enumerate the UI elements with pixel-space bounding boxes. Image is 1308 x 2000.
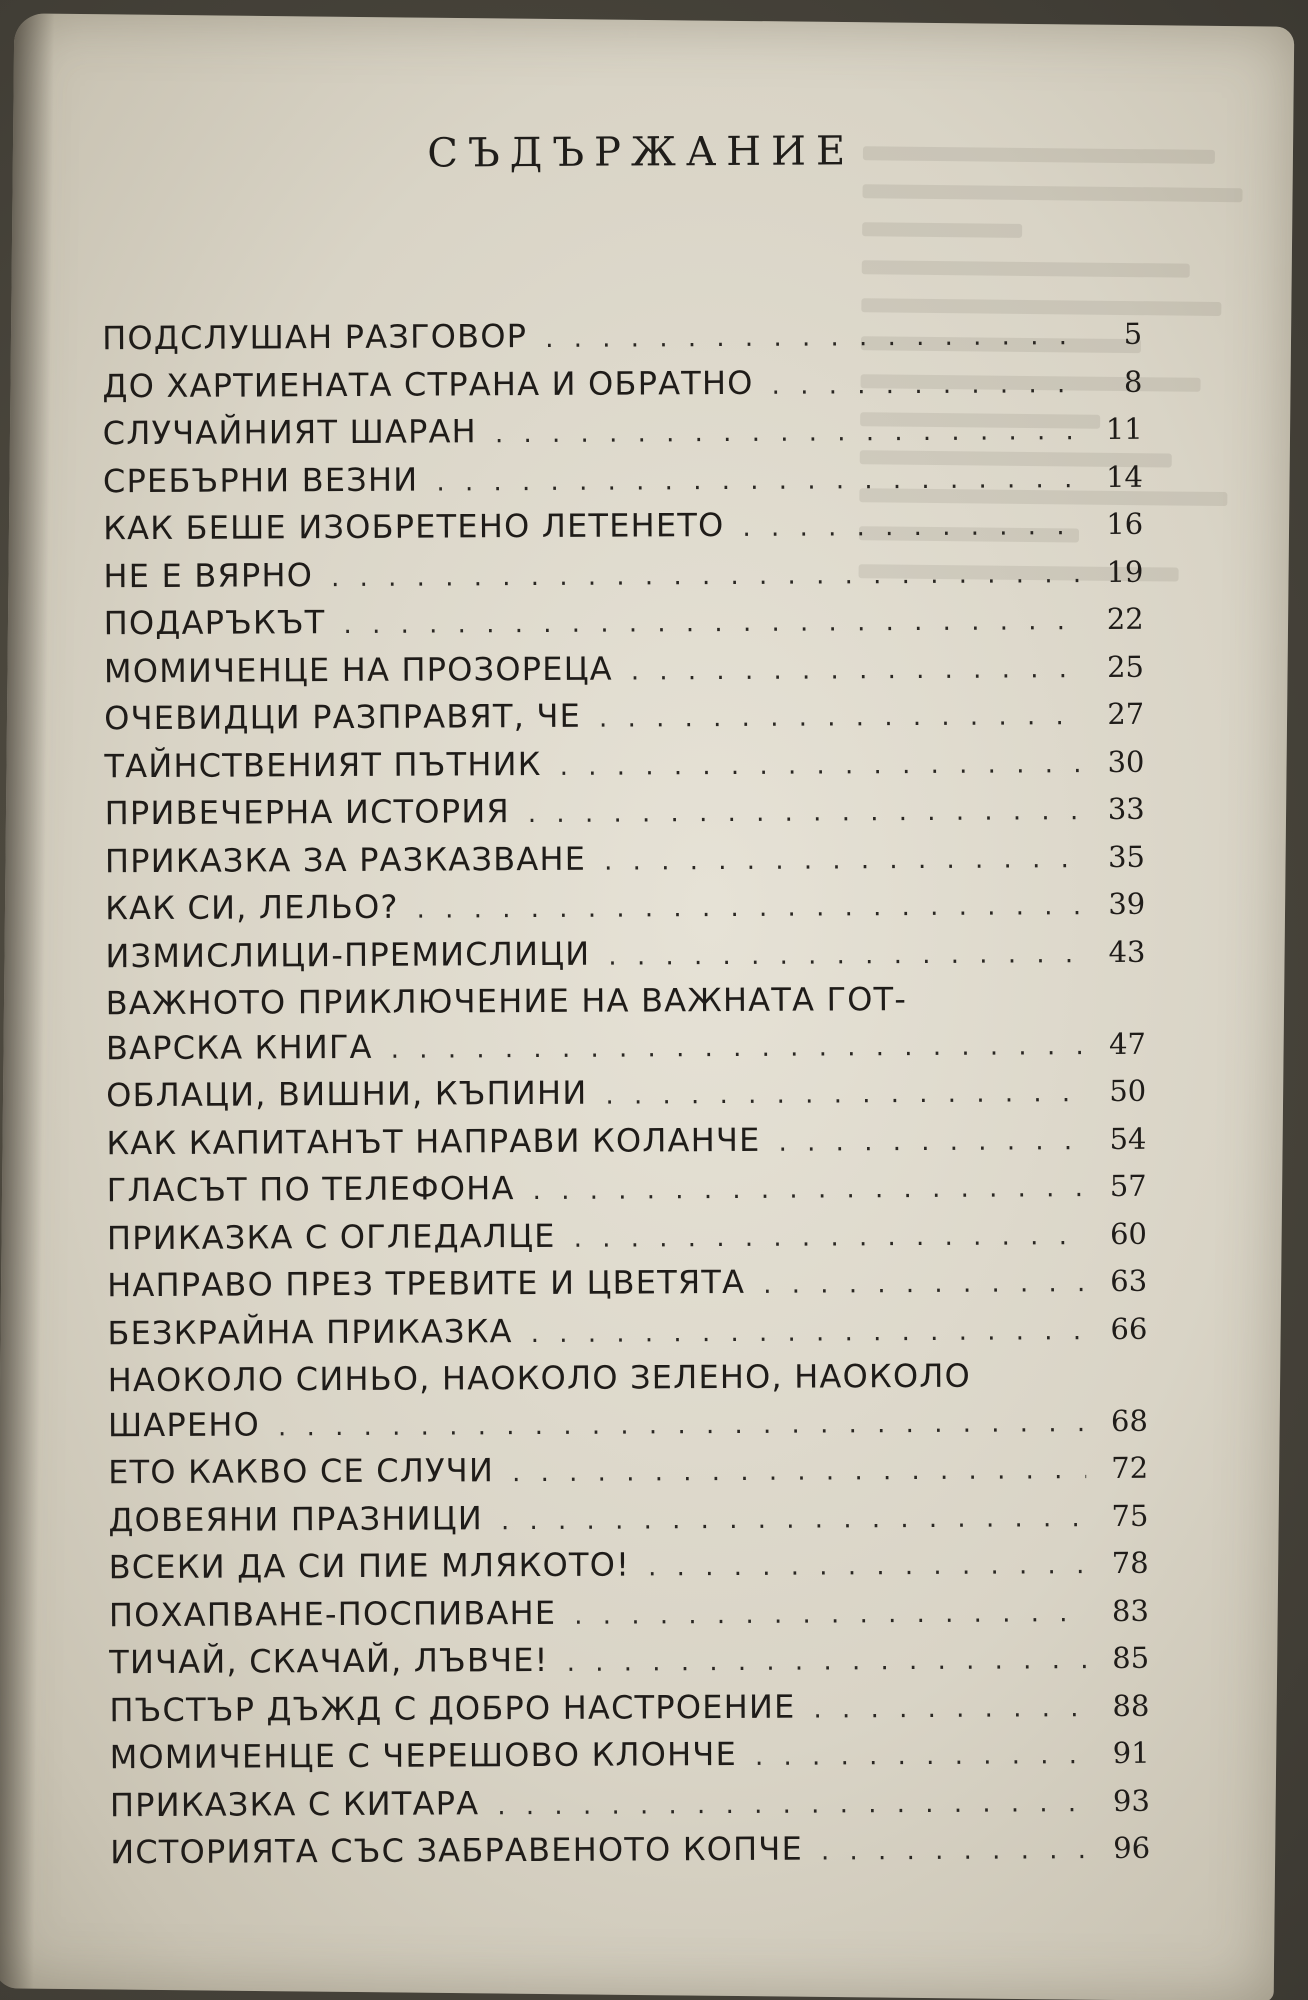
toc-entry	[106, 1115, 1146, 1168]
dot-leader	[343, 599, 1081, 647]
dot-leader	[742, 504, 1081, 550]
toc-entry	[110, 1730, 1150, 1783]
toc-entry	[105, 786, 1145, 839]
dot-leader	[331, 552, 1082, 600]
toc-entry	[104, 738, 1144, 791]
dot-leader	[772, 362, 1081, 408]
entry-page-number: 11	[1105, 411, 1143, 447]
toc-entry	[108, 1445, 1148, 1498]
dot-leader	[531, 1309, 1086, 1356]
entry-title: МОМИЧЕНЦЕ С ЧЕРЕШОВО КЛОНЧЕ	[109, 1734, 738, 1777]
entry-page-number: 75	[1111, 1498, 1149, 1533]
toc-entry	[108, 1353, 1148, 1450]
entry-page-number: 72	[1111, 1450, 1149, 1485]
entry-title: КАК КАПИТАНЪТ НАПРАВИ КОЛАНЧЕ	[106, 1120, 761, 1162]
entry-title: КАК СИ, ЛЕЛЬО?	[105, 887, 399, 928]
entry-page-number: 78	[1111, 1545, 1149, 1580]
entry-page-number: 54	[1109, 1121, 1147, 1156]
toc-entry	[107, 1305, 1147, 1358]
toc-entry	[103, 501, 1143, 554]
toc-entry	[102, 311, 1142, 364]
entry-page-number: 96	[1113, 1830, 1151, 1865]
toc-entry	[106, 976, 1146, 1073]
dot-leader	[648, 1543, 1087, 1590]
entry-title: ДО ХАРТИЕНАТА СТРАНА И ОБРАТНО	[102, 363, 754, 405]
entry-title: ТАЙНСТВЕНИЯТ ПЪТНИК	[104, 744, 542, 785]
entry-title: КАК БЕШЕ ИЗОБРЕТЕНО ЛЕТЕНЕТО	[103, 506, 725, 548]
entry-page-number: 47	[1108, 1026, 1147, 1061]
entry-title: ПРИВЕЧЕРНА ИСТОРИЯ	[104, 792, 510, 833]
toc-entry	[105, 928, 1145, 981]
entry-page-number: 14	[1105, 459, 1144, 494]
toc-entry	[109, 1587, 1149, 1640]
entry-page-number: 91	[1112, 1735, 1150, 1770]
entry-title-line1: НАОКОЛО СИНЬО, НАОКОЛО ЗЕЛЕНО, НАОКОЛО	[107, 1356, 972, 1400]
entry-page-number: 88	[1112, 1688, 1150, 1723]
entry-title: ИЗМИСЛИЦИ-ПРЕМИСЛИЦИ	[105, 934, 591, 975]
entry-page-number: 19	[1106, 554, 1144, 589]
entry-page-number: 5	[1123, 316, 1143, 351]
entry-title: ПРИКАЗКА С ОГЛЕДАЛЦЕ	[106, 1216, 556, 1257]
toc-entry	[106, 1068, 1146, 1121]
dot-leader	[755, 1733, 1088, 1779]
dot-leader	[604, 837, 1083, 884]
spine-shadow	[0, 13, 54, 1988]
dot-leader	[560, 742, 1083, 789]
entry-title: ПРИКАЗКА С КИТАРА	[109, 1783, 480, 1824]
dot-leader	[436, 457, 1081, 505]
dot-leader	[763, 1261, 1085, 1307]
toc-entry	[109, 1682, 1149, 1735]
toc-entry	[107, 1163, 1147, 1216]
entry-title: ОБЛАЦИ, ВИШНИ, КЪПИНИ	[106, 1073, 588, 1115]
entry-page-number: 39	[1108, 886, 1146, 922]
entry-page-number: 68	[1110, 1403, 1148, 1438]
toc-entry	[107, 1210, 1147, 1263]
entry-title: ПОДСЛУШАН РАЗГОВОР	[102, 317, 528, 358]
entry-title: ДОВЕЯНИ ПРАЗНИЦИ	[108, 1498, 484, 1539]
dot-leader	[599, 694, 1082, 741]
toc-entry	[103, 548, 1143, 601]
entry-page-number: 30	[1107, 744, 1145, 779]
entry-title: ЕТО КАКВО СЕ СЛУЧИ	[108, 1451, 495, 1492]
dot-leader	[501, 1496, 1087, 1544]
dot-leader	[567, 1638, 1088, 1685]
dot-leader	[391, 1024, 1084, 1072]
dot-leader	[495, 409, 1081, 457]
dot-leader	[417, 884, 1084, 932]
dot-leader	[545, 314, 1080, 361]
entry-title: ТИЧАЙ, СКАЧАЙ, ЛЪВЧЕ!	[109, 1640, 549, 1682]
dot-leader	[605, 1071, 1084, 1118]
entry-page-number: 50	[1109, 1073, 1147, 1109]
toc-entry	[103, 453, 1143, 506]
entry-page-number: 60	[1109, 1216, 1148, 1251]
entry-page-number: 43	[1108, 934, 1146, 969]
entry-page-number: 93	[1112, 1783, 1150, 1818]
dot-leader	[533, 1166, 1085, 1213]
toc-entry	[104, 596, 1144, 649]
toc-list	[102, 311, 1150, 1878]
entry-title: МОМИЧЕНЦЕ НА ПРОЗОРЕЦА	[103, 649, 613, 690]
entry-title: ПРИКАЗКА ЗА РАЗКАЗВАНЕ	[104, 839, 587, 880]
entry-page-number: 85	[1112, 1640, 1150, 1675]
entry-title: БЕЗКРАЙНА ПРИКАЗКА	[107, 1311, 513, 1352]
page-title: СЪДЪРЖАНИЕ	[427, 128, 856, 177]
toc-entry	[110, 1825, 1150, 1878]
entry-title: ИСТОРИЯТА СЪС ЗАБРАВЕНОТО КОПЧЕ	[110, 1829, 804, 1872]
entry-title: НЕ Е ВЯРНО	[103, 555, 314, 595]
toc-entry	[103, 406, 1143, 459]
entry-title-line2: ВАРСКА КНИГА	[105, 1027, 373, 1067]
entry-page-number: 25	[1106, 649, 1145, 684]
toc-entry	[107, 1258, 1147, 1311]
entry-page-number: 33	[1107, 791, 1145, 827]
entry-title: ПОХАПВАНЕ-ПОСПИВАНЕ	[108, 1593, 557, 1634]
entry-title: ОЧЕВИДЦИ РАЗПРАВЯТ, ЧЕ	[104, 696, 582, 738]
entry-page-number: 16	[1106, 506, 1144, 542]
entry-title: ПОДАРЪКЪТ	[103, 603, 326, 643]
dot-leader	[778, 1119, 1084, 1165]
entry-page-number: 57	[1109, 1168, 1147, 1204]
toc-entry	[109, 1635, 1149, 1688]
entry-page-number: 66	[1110, 1311, 1148, 1346]
dot-leader	[278, 1401, 1086, 1450]
entry-page-number: 35	[1107, 839, 1146, 874]
dot-leader	[821, 1828, 1088, 1874]
dot-leader	[813, 1686, 1087, 1732]
entry-title: ПЪСТЪР ДЪЖД С ДОБРО НАСТРОЕНИЕ	[109, 1687, 796, 1729]
dot-leader	[608, 932, 1083, 979]
entry-page-number: 8	[1123, 364, 1143, 399]
entry-page-number: 27	[1107, 696, 1145, 732]
dot-leader	[574, 1591, 1087, 1638]
dot-leader	[512, 1448, 1086, 1496]
toc-entry	[104, 691, 1144, 744]
toc-entry	[110, 1777, 1150, 1830]
toc-entry	[105, 833, 1145, 886]
toc-entry	[102, 358, 1142, 411]
entry-title: ВСЕКИ ДА СИ ПИЕ МЛЯКОТО!	[108, 1545, 631, 1587]
entry-title-line2: ШАРЕНО	[107, 1404, 261, 1444]
toc-entry	[104, 643, 1144, 696]
book-page	[0, 13, 1294, 2000]
entry-title: ГЛАСЪТ ПО ТЕЛЕФОНА	[106, 1169, 515, 1210]
entry-page-number: 83	[1111, 1593, 1149, 1628]
toc-entry	[105, 881, 1145, 934]
toc-entry	[108, 1492, 1148, 1545]
table-of-contents	[101, 127, 1150, 1878]
entry-title: НАПРАВО ПРЕЗ ТРЕВИТЕ И ЦВЕТЯТА	[107, 1262, 746, 1305]
entry-page-number: 22	[1106, 601, 1144, 637]
entry-page-number: 63	[1110, 1263, 1148, 1298]
dot-leader	[528, 789, 1083, 836]
dot-leader	[631, 647, 1082, 694]
entry-title: СРЕБЪРНИ ВЕЗНИ	[102, 460, 419, 500]
dot-leader	[574, 1214, 1086, 1261]
toc-entry	[109, 1540, 1149, 1593]
dot-leader	[497, 1781, 1088, 1829]
entry-title-line1: ВАЖНОТО ПРИКЛЮЧЕНИЕ НА ВАЖНАТА ГОТ-	[105, 980, 908, 1023]
entry-title: СЛУЧАЙНИЯТ ШАРАН	[102, 412, 477, 453]
